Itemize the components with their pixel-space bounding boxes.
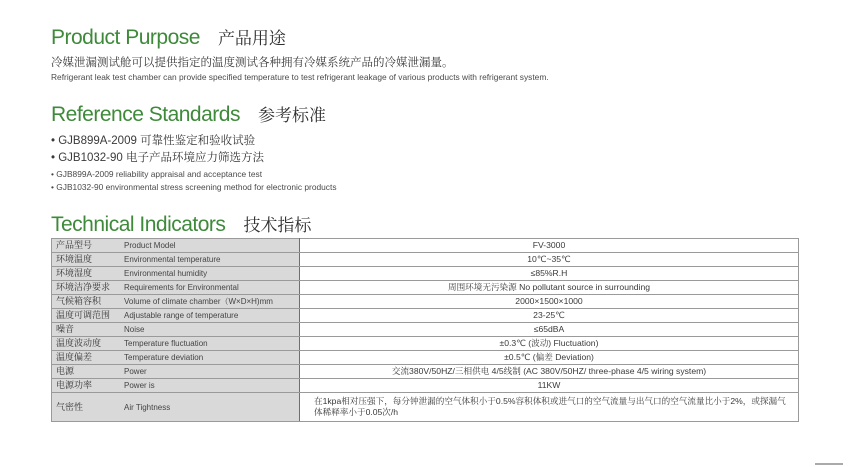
spec-label-zh: 噪音	[56, 324, 75, 334]
spec-label-cell	[52, 323, 300, 337]
spec-value-cell: 在1kpa相对压强下，每分钟泄漏的空气体积小于0.5%容积体积或进气口的空气流量与出气口的空气流量比小于2%，或探漏气体稀释率小于0.05次/h	[300, 393, 799, 422]
table-row	[52, 351, 799, 365]
title-en: Product Purpose	[51, 26, 200, 49]
title-en: Technical Indicators	[51, 213, 226, 236]
title-zh: 参考标准	[257, 106, 326, 125]
standard-item-zh-1: • GJB899A-2009 可靠性鉴定和验收试验	[51, 132, 255, 148]
title-en: Reference Standards	[51, 103, 240, 126]
standard-item-en-1: • GJB899A-2009 reliability appraisal and acceptance test	[51, 169, 262, 179]
spec-table	[51, 238, 799, 422]
title-zh: 产品用途	[217, 29, 286, 48]
spec-label-zh: 环境温度	[56, 254, 93, 264]
spec-label-zh: 温度偏差	[56, 352, 93, 362]
section-title-product-purpose	[51, 24, 286, 50]
spec-label-en: Environmental temperature	[124, 255, 221, 264]
spec-label-cell	[52, 365, 300, 379]
title-zh: 技术指标	[243, 216, 312, 235]
spec-label-en: Noise	[124, 325, 145, 334]
spec-label-en: Power is	[124, 381, 155, 390]
spec-label-en: Adjustable range of temperature	[124, 311, 239, 320]
spec-value-cell: 交流380V/50HZ/三相供电 4/5线制 (AC 380V/50HZ/ three-phase 4/5 wiring system)	[300, 365, 799, 379]
spec-label-en: Product Model	[124, 241, 176, 250]
spec-value-cell: ±0.5℃ (偏差 Deviation)	[300, 351, 799, 365]
spec-value-cell: 11KW	[300, 379, 799, 393]
spec-label-zh: 气密性	[56, 401, 84, 412]
spec-value-cell: 2000×1500×1000	[300, 295, 799, 309]
spec-label-zh: 产品型号	[56, 240, 93, 250]
standard-item-en-2: • GJB1032-90 environmental stress screening method for electronic products	[51, 182, 337, 192]
spec-label-cell	[52, 267, 300, 281]
table-row	[52, 337, 799, 351]
spec-label-cell	[52, 239, 300, 253]
table-row	[52, 281, 799, 295]
spec-label-zh: 电源	[56, 366, 75, 376]
spec-value-cell: 周围环境无污染源 No pollutant source in surrounding	[300, 281, 799, 295]
spec-label-zh: 电源功率	[56, 380, 93, 390]
spec-label-cell	[52, 351, 300, 365]
spec-value-cell: ±0.3℃ (波动) Fluctuation)	[300, 337, 799, 351]
spec-value-cell: 23-25℃	[300, 309, 799, 323]
spec-label-zh: 环境湿度	[56, 268, 93, 278]
spec-label-en: Requirements for Environmental	[124, 283, 239, 292]
spec-label-cell	[52, 379, 300, 393]
table-row	[52, 295, 799, 309]
section-title-reference-standards	[51, 101, 326, 127]
purpose-text-en: Refrigerant leak test chamber can provide specified temperature to test refrigerant leakage of various products with refrigerant system.	[51, 72, 549, 82]
table-row	[52, 267, 799, 281]
spec-label-zh: 温度波动度	[56, 338, 102, 348]
spec-label-zh: 温度可调范围	[56, 310, 111, 320]
standard-item-zh-2: • GJB1032-90 电子产品环境应力筛选方法	[51, 149, 264, 165]
table-row	[52, 393, 799, 422]
spec-value-cell: ≤85%R.H	[300, 267, 799, 281]
spec-label-cell	[52, 253, 300, 267]
spec-label-en: Power	[124, 367, 147, 376]
spec-label-en: Temperature deviation	[124, 353, 204, 362]
spec-label-cell	[52, 337, 300, 351]
spec-label-en: Volume of climate chamber（W×D×H)mm	[124, 297, 273, 306]
table-row	[52, 253, 799, 267]
section-title-technical-indicators	[51, 211, 311, 237]
spec-value-cell: 10℃~35℃	[300, 253, 799, 267]
table-row	[52, 239, 799, 253]
spec-value-cell: FV-3000	[300, 239, 799, 253]
spec-label-cell	[52, 309, 300, 323]
table-row	[52, 309, 799, 323]
spec-label-cell	[52, 281, 300, 295]
page-corner-mark	[815, 463, 843, 465]
purpose-text-zh: 冷媒泄漏测试舱可以提供指定的温度测试各种拥有冷媒系统产品的冷媒泄漏量。	[51, 57, 454, 69]
table-row	[52, 379, 799, 393]
spec-label-zh: 气候箱容积	[56, 296, 102, 306]
spec-label-zh: 环境洁净要求	[56, 282, 111, 292]
spec-label-cell	[52, 393, 300, 422]
table-row	[52, 365, 799, 379]
spec-value-cell: ≤65dBA	[300, 323, 799, 337]
spec-label-cell	[52, 295, 300, 309]
spec-label-en: Environmental humidity	[124, 269, 208, 278]
spec-label-en: Air Tightness	[124, 402, 171, 412]
table-row	[52, 323, 799, 337]
spec-label-en: Temperature fluctuation	[124, 339, 208, 348]
